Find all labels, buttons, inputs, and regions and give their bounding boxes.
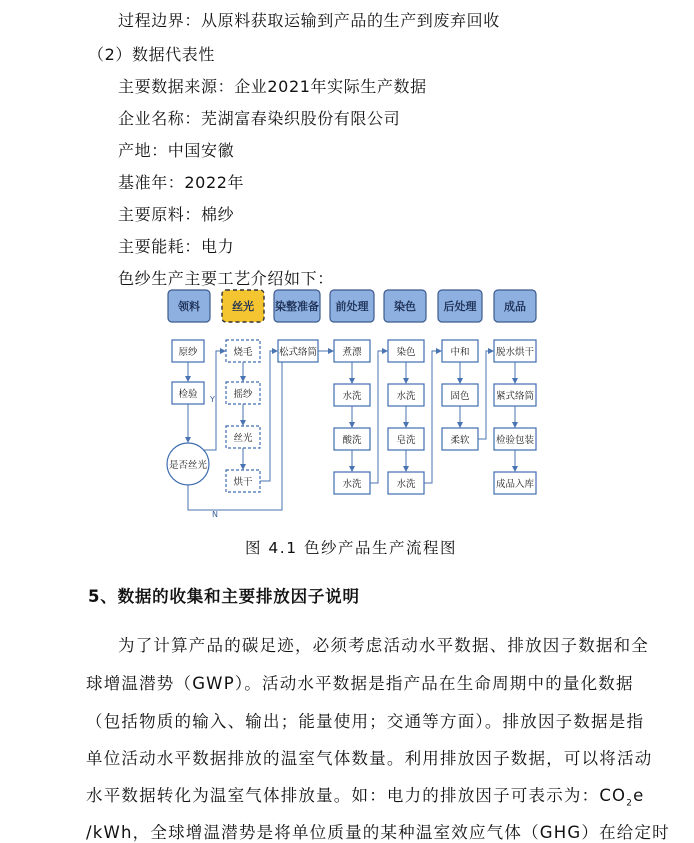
step-acid-wash — [334, 428, 370, 450]
svg-text:皂洗: 皂洗 — [396, 435, 416, 446]
svg-text:染整准备: 染整准备 — [275, 300, 319, 313]
svg-text:检验包装: 检验包装 — [495, 435, 535, 446]
svg-text:煮漂: 煮漂 — [342, 347, 362, 358]
process-intro-text: 色纱生产主要工艺介绍如下： — [118, 269, 334, 288]
step-wash-2 — [334, 472, 370, 494]
step-tight-winding — [494, 384, 536, 406]
step-neutralize — [442, 340, 478, 362]
stage-header-lingliao — [168, 290, 210, 322]
step-color-fix — [442, 384, 478, 406]
step-wash-3 — [388, 384, 424, 406]
step-soaping — [388, 428, 424, 450]
svg-text:检验: 检验 — [178, 389, 198, 400]
paragraph-line: 水平数据转化为温室气体排放量。如：电力的排放因子可表示为：$CO_2e$ — [86, 786, 645, 809]
stage-header-product — [494, 290, 536, 322]
svg-text:水洗: 水洗 — [342, 479, 362, 490]
no-label: N — [212, 510, 218, 519]
step-dyeing — [388, 340, 424, 362]
svg-text:前处理: 前处理 — [335, 300, 369, 313]
svg-text:固色: 固色 — [450, 391, 470, 402]
co2-formula: $CO_2e$ — [599, 786, 645, 809]
svg-text:染色: 染色 — [396, 347, 416, 358]
process-flow-diagram — [160, 284, 540, 520]
svg-text:中和: 中和 — [450, 347, 470, 358]
energy-text: 主要能耗：电力 — [118, 237, 235, 256]
paragraph-line: （包括物质的输入、输出；能量使用；交通等方面）。排放因子数据是指 — [86, 712, 645, 731]
paragraph-line: 球增温潜势（GWP）。活动水平数据是指产品在生命周期中的量化数据 — [86, 674, 634, 693]
svg-text:丝光: 丝光 — [232, 300, 254, 313]
step-inspect-pack — [494, 428, 536, 450]
step-wash-1 — [334, 384, 370, 406]
svg-text:脱水烘干: 脱水烘干 — [495, 347, 535, 358]
stage-header-pretreatment — [330, 290, 374, 322]
svg-text:水洗: 水洗 — [396, 479, 416, 490]
svg-text:水洗: 水洗 — [396, 391, 416, 402]
svg-text:领料: 领料 — [178, 300, 200, 313]
section-2-heading: （2）数据代表性 — [88, 45, 215, 64]
step-scour-bleach — [334, 340, 370, 362]
step-mercerize — [226, 426, 260, 448]
origin-text: 产地：中国安徽 — [118, 141, 235, 160]
step-wash-4 — [388, 472, 424, 494]
decision-mercerize — [167, 443, 209, 485]
step-dehydrate-dry — [494, 340, 536, 362]
svg-text:柔软: 柔软 — [450, 435, 470, 446]
section-5-heading: 5、数据的收集和主要排放因子说明 — [88, 587, 360, 606]
process-boundary-text: 过程边界：从原料获取运输到产品的生产到废弃回收 — [118, 11, 500, 30]
company-name-text: 企业名称：芜湖富春染织股份有限公司 — [118, 109, 401, 128]
svg-text:烧毛: 烧毛 — [233, 347, 253, 358]
svg-text:后处理: 后处理 — [443, 300, 477, 313]
data-source-text: 主要数据来源：企业2021年实际生产数据 — [118, 77, 427, 96]
stage-header-sigang — [222, 290, 264, 322]
step-reeling — [226, 382, 260, 404]
svg-text:原纱: 原纱 — [178, 347, 198, 358]
stage-header-dyeing — [384, 290, 426, 322]
paragraph-line: 单位活动水平数据排放的温室气体数量。利用排放因子数据，可以将活动 — [86, 749, 653, 768]
svg-text:松式络筒: 松式络筒 — [278, 347, 318, 358]
stage-header-posttreatment — [438, 290, 482, 322]
step-singeing — [226, 340, 260, 362]
step-inspection — [172, 382, 204, 404]
step-raw-yarn — [172, 340, 204, 362]
stage-header-dyeing-prep — [274, 290, 320, 322]
svg-text:染色: 染色 — [394, 300, 416, 313]
svg-text:是否丝光: 是否丝光 — [168, 460, 208, 471]
figure-caption: 图 4.1 色纱产品生产流程图 — [245, 539, 458, 557]
step-drying-1 — [226, 470, 260, 492]
svg-text:丝光: 丝光 — [233, 433, 253, 444]
paragraph-line: /kWh，全球增温潜势是将单位质量的某种温室效应气体（GHG）在给定时 — [86, 823, 670, 842]
svg-text:摇纱: 摇纱 — [233, 389, 253, 400]
step-softening — [442, 428, 478, 450]
step-warehousing — [494, 472, 536, 494]
raw-material-text: 主要原料：棉纱 — [118, 205, 235, 224]
paragraph-line: 为了计算产品的碳足迹，必须考虑活动水平数据、排放因子数据和全 — [118, 636, 649, 655]
svg-text:酸洗: 酸洗 — [342, 435, 362, 446]
svg-text:成品: 成品 — [504, 300, 526, 313]
base-year-text: 基准年：2022年 — [118, 173, 245, 192]
step-loose-winding — [278, 340, 318, 362]
svg-text:烘干: 烘干 — [233, 477, 253, 488]
svg-text:紧式络筒: 紧式络筒 — [495, 391, 535, 402]
svg-text:成品入库: 成品入库 — [495, 479, 535, 490]
yes-label: Y — [210, 395, 215, 404]
svg-text:水洗: 水洗 — [342, 391, 362, 402]
